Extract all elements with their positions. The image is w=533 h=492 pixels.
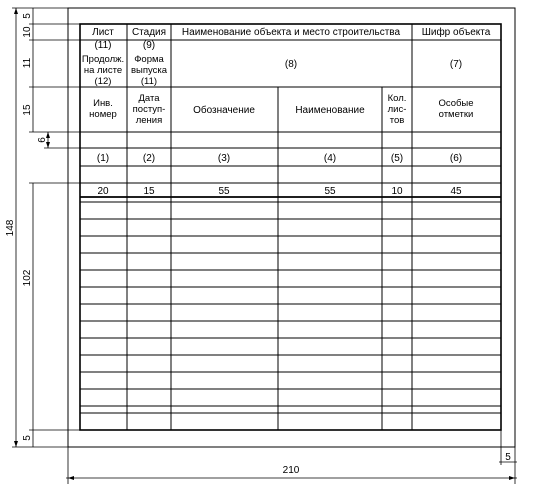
dim-bottom-margin: 5 xyxy=(22,435,33,441)
col-width: 55 xyxy=(218,186,230,197)
cont-num: (12) xyxy=(94,76,112,87)
form-line2: выпуска xyxy=(130,65,168,76)
inv-line1: Инв. xyxy=(93,98,113,109)
col-width: 10 xyxy=(391,186,403,197)
col-number: (1) xyxy=(96,153,110,164)
column-header-text xyxy=(89,93,473,126)
date-line1: Дата xyxy=(138,93,160,104)
object-num: (8) xyxy=(284,59,298,70)
left-dimensions xyxy=(12,8,80,447)
cont-line1: Продолж. xyxy=(81,54,125,65)
dim-row1: 10 xyxy=(22,26,33,38)
column-width-row xyxy=(97,186,462,197)
sheet-num: (11) xyxy=(94,40,112,51)
dim-total-height: 148 xyxy=(5,219,16,237)
sheet-label: Лист xyxy=(92,27,114,38)
dim-row3: 15 xyxy=(22,104,33,116)
header-text xyxy=(82,26,491,87)
dim-body-height: 102 xyxy=(22,269,33,287)
dimension-arrows xyxy=(14,8,515,480)
form-num: (11) xyxy=(140,76,158,87)
designation-header: Обозначение xyxy=(193,105,255,116)
cont-line2: на листе xyxy=(83,65,123,76)
code-num: (7) xyxy=(449,59,463,70)
date-line3: ления xyxy=(135,115,163,126)
stage-label: Стадия xyxy=(131,27,167,38)
col-width: 45 xyxy=(450,186,462,197)
column-lines xyxy=(127,87,412,430)
col-number: (2) xyxy=(142,153,156,164)
col-width: 55 xyxy=(324,186,336,197)
name-header: Наименование xyxy=(295,105,365,116)
inv-line2: номер xyxy=(89,109,117,120)
col-number: (5) xyxy=(390,153,404,164)
col-number: (3) xyxy=(217,153,231,164)
dim-total-width: 210 xyxy=(282,465,300,476)
date-line2: поступ- xyxy=(132,104,166,115)
dim-row2: 11 xyxy=(22,57,33,69)
col-number: (4) xyxy=(323,153,337,164)
notes-line1: Особые xyxy=(438,98,474,109)
qty-line1: Кол. xyxy=(387,93,407,104)
col-number: (6) xyxy=(449,153,463,164)
body-rows xyxy=(80,219,501,413)
column-number-row xyxy=(97,153,462,164)
notes-line2: отметки xyxy=(438,109,474,120)
dim-top-margin: 5 xyxy=(22,13,33,19)
form-line1: Форма xyxy=(134,54,164,65)
stage-num: (9) xyxy=(142,40,156,51)
col-width: 20 xyxy=(97,186,109,197)
code-label: Шифр объекта xyxy=(421,27,491,38)
dim-right-margin: 5 xyxy=(505,452,511,463)
qty-line3: тов xyxy=(389,115,405,126)
col-width: 15 xyxy=(143,186,155,197)
dimension-labels xyxy=(5,13,511,476)
dim-row-num: 6 xyxy=(37,137,48,143)
object-title: Наименование объекта и место строительства xyxy=(181,27,401,38)
qty-line2: лис- xyxy=(387,104,407,115)
